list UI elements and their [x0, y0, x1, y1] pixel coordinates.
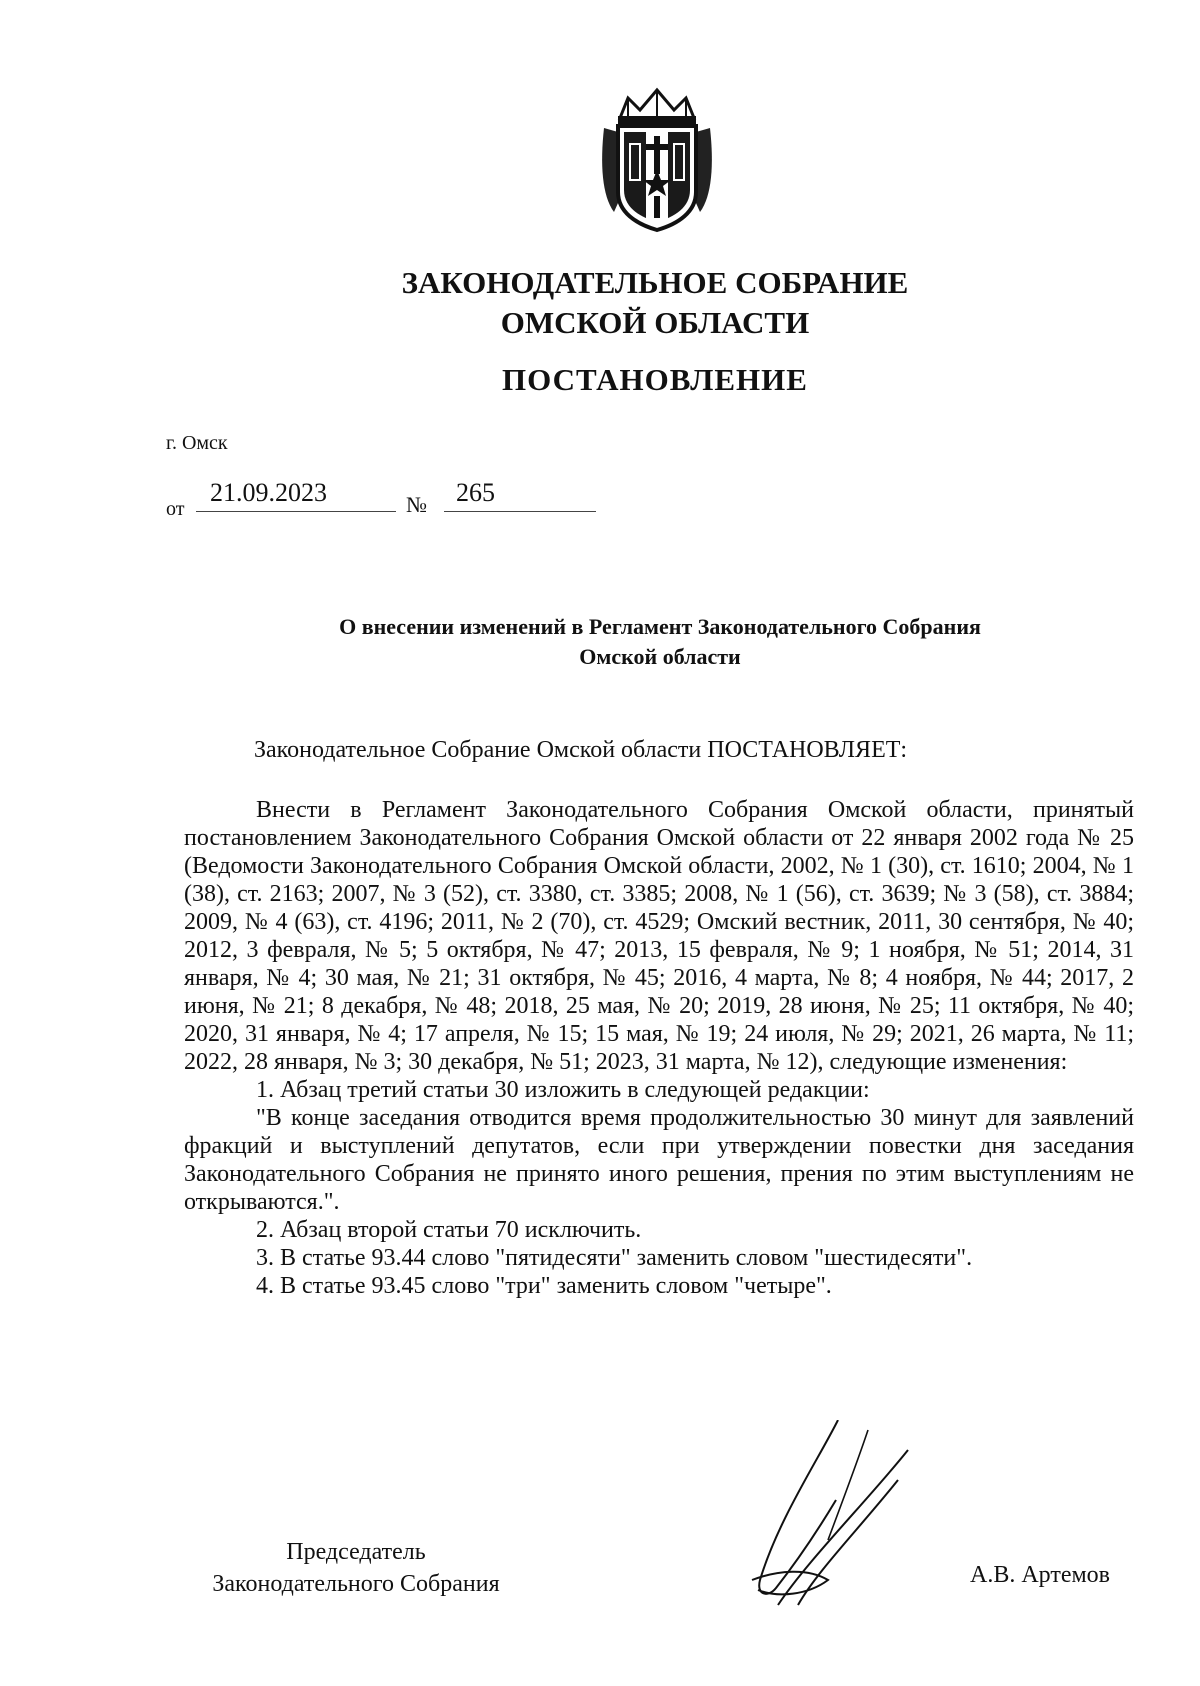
date-underline — [196, 511, 396, 512]
document-number: 265 — [456, 478, 495, 507]
handwritten-signature-icon — [748, 1420, 948, 1610]
body-item-2: 2. Абзац второй статьи 70 исключить. — [256, 1217, 642, 1243]
document-type-title: ПОСТАНОВЛЕНИЕ — [502, 362, 808, 397]
body-item-1-quote: "В конце заседания отводится время продолжительностью 30 минут для заявлений фракций и выступлений депутатов, если при утверждении повестки дня заседания Законодательного Собрания не принято иного решения, прения по этим выступлениям не открываются.". — [184, 1105, 1134, 1215]
chairman-title — [181, 1536, 531, 1600]
body-item-1: 1. Абзац третий статьи 30 изложить в следующей редакции: — [256, 1077, 870, 1103]
body-item-4: 4. В статье 93.45 слово "три" заменить словом "четыре". — [256, 1273, 832, 1299]
subject-line2: Омской области — [579, 644, 741, 669]
organization-name-line2: ОМСКОЙ ОБЛАСТИ — [500, 305, 810, 340]
number-sign-label: № — [406, 492, 427, 517]
city-label: г. Омск — [166, 432, 228, 454]
body-intro-paragraph: Внести в Регламент Законодательного Собрания Омской области, принятый постановлением Законодательного Собрания Омской области от 22 января 2002 года № 25 (Ведомости Законодательного Собрания Омской области, 2002, № 1 (30), ст. 1610; 2004, № 1 (38), ст. 2163; 2007, № 3 (52), ст. 3380, ст. 3385; 2008, № 1 (56), ст. 3639; № 3 (58), ст. 3884; 2009, № 4 (63), ст. 4196; 2011, № 2 (70), ст. 4529; Омский вестник, 2011, 30 сентября, № 40; 2012, 3 февраля, № 5; 5 октября, № 47; 2013, 15 февраля, № 9; 1 ноября, № 51; 2014, 31 января, № 4; 30 мая, № 21; 31 октября, № 45; 2016, 4 марта, № 8; 4 ноября, № 44; 2017, 2 июня, № 21; 8 декабря, № 48; 2018, 25 мая, № 20; 2019, 28 июня, № 25; 11 октября, № 40; 2020, 31 января, № 4; 17 апреля, № 15; 15 мая, № 19; 24 июля, № 29; 2021, 26 марта, № 11; 2022, 28 января, № 3; 30 декабря, № 51; 2023, 31 марта, № 12), следующие изменения: — [184, 797, 1134, 1075]
omsk-coat-of-arms-icon — [598, 84, 716, 234]
chairman-title-line1: Председатель — [286, 1539, 426, 1565]
document-body — [184, 796, 1134, 1300]
document-date: 21.09.2023 — [210, 478, 327, 507]
resolves-statement: Законодательное Собрание Омской области ПОСТАНОВЛЯЕТ: — [254, 737, 908, 763]
subject-line1: О внесении изменений в Регламент Законодательного Собрания — [339, 614, 981, 639]
organization-name-line1: ЗАКОНОДАТЕЛЬНОЕ СОБРАНИЕ — [401, 265, 909, 300]
signer-name: А.В. Артемов — [970, 1562, 1111, 1588]
date-prefix-label: от — [166, 498, 185, 520]
body-item-3: 3. В статье 93.44 слово "пятидесяти" заменить словом "шестидесяти". — [256, 1245, 973, 1271]
date-number-row — [166, 478, 616, 518]
document-subject — [230, 612, 1090, 672]
chairman-title-line2: Законодательного Собрания — [212, 1571, 500, 1597]
number-underline — [444, 511, 596, 512]
